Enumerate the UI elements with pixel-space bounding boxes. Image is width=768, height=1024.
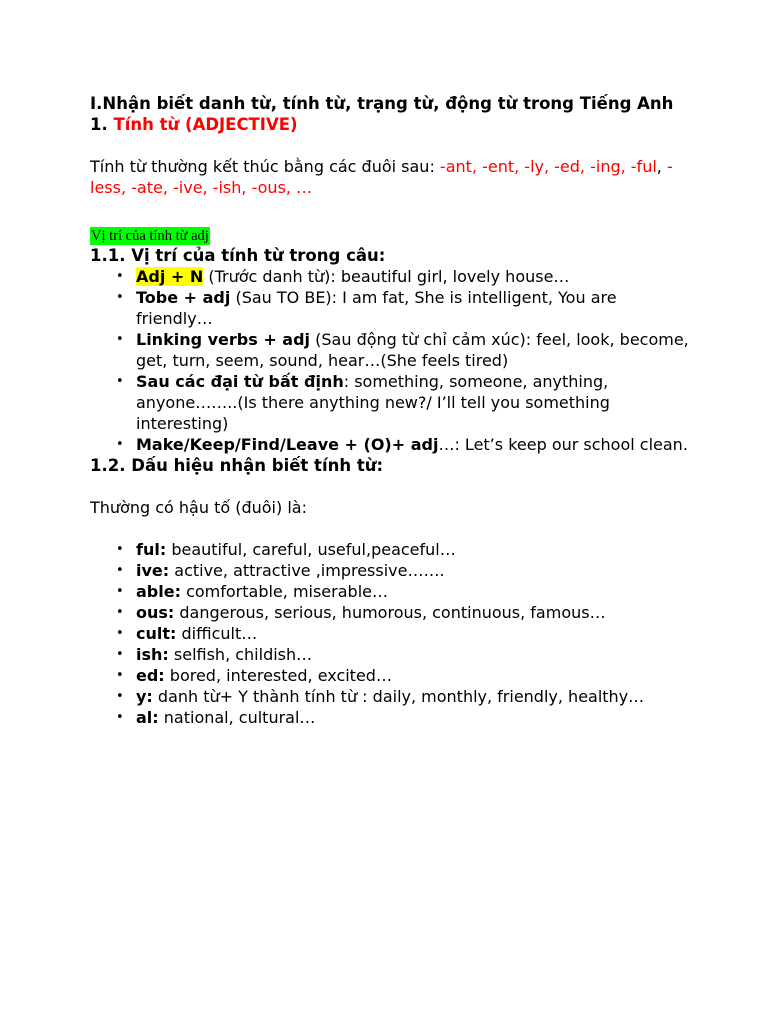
list-item-text: selfish, childish… bbox=[168, 645, 313, 664]
bullet-icon: • bbox=[116, 689, 124, 704]
list-item-text: (Trước danh từ): beautiful girl, lovely house… bbox=[203, 267, 570, 286]
list-item-key: ed: bbox=[136, 666, 165, 685]
document-body bbox=[90, 93, 690, 728]
page-title: I.Nhận biết danh từ, tính từ, trạng từ, động từ trong Tiếng Anh bbox=[90, 94, 674, 113]
bullet-icon: • bbox=[116, 668, 124, 683]
list-item-key: Make/Keep/Find/Leave + (O)+ adj bbox=[136, 435, 439, 454]
suffix-list bbox=[90, 539, 690, 728]
list-item bbox=[116, 287, 690, 329]
list-item-key: cult: bbox=[136, 624, 177, 643]
list-item-text: (Sau TO BE): I am fat, She is intelligent, You are friendly… bbox=[136, 288, 617, 328]
list-item-key: Adj + N bbox=[136, 267, 204, 286]
list-item bbox=[116, 665, 690, 686]
list-item-key: ive: bbox=[136, 561, 170, 580]
bullet-icon: • bbox=[116, 374, 124, 389]
list-item bbox=[116, 581, 690, 602]
list-item-text: : something, someone, anything, anyone……..(Is there anything new?/ I’ll tell you something interesting) bbox=[136, 372, 610, 433]
list-item bbox=[116, 266, 690, 287]
spacer bbox=[90, 518, 690, 539]
list-item-text: (Sau động từ chỉ cảm xúc): feel, look, become, get, turn, seem, sound, hear…(She feels tired) bbox=[136, 330, 689, 370]
list-item bbox=[116, 644, 690, 665]
intro-paragraph bbox=[90, 156, 690, 198]
bullet-icon: • bbox=[116, 626, 124, 641]
list-item-key: ous: bbox=[136, 603, 175, 622]
bullet-icon: • bbox=[116, 542, 124, 557]
bullet-icon: • bbox=[116, 269, 124, 284]
bullet-icon: • bbox=[116, 605, 124, 620]
bullet-icon: • bbox=[116, 437, 124, 452]
suffix-list-b: -less, -ate, -ive, -ish, -ous, … bbox=[90, 157, 673, 197]
list-item-key: Linking verbs + adj bbox=[136, 330, 311, 349]
bullet-icon: • bbox=[116, 332, 124, 347]
position-list bbox=[90, 266, 690, 455]
section-label: Tính từ (ADJECTIVE) bbox=[113, 115, 298, 134]
list-item bbox=[116, 539, 690, 560]
highlighted-note: Vị trí của tính từ adj bbox=[91, 228, 209, 244]
suffix-separator: , bbox=[656, 157, 667, 176]
bullet-icon: • bbox=[116, 563, 124, 578]
list-item-key: Tobe + adj bbox=[136, 288, 231, 307]
intro-text: Tính từ thường kết thúc bằng các đuôi sau: bbox=[90, 157, 440, 176]
list-item bbox=[116, 686, 690, 707]
list-item-text: national, cultural… bbox=[158, 708, 316, 727]
list-item bbox=[116, 371, 690, 434]
list-item-text: active, attractive ,impressive……. bbox=[169, 561, 445, 580]
subheading-signs: 1.2. Dấu hiệu nhận biết tính từ: bbox=[90, 456, 384, 475]
bullet-icon: • bbox=[116, 647, 124, 662]
bullet-icon: • bbox=[116, 290, 124, 305]
list-item bbox=[116, 434, 690, 455]
list-item-text: difficult… bbox=[176, 624, 258, 643]
section-heading-adjective bbox=[90, 114, 690, 135]
list-item-key: able: bbox=[136, 582, 181, 601]
list-item bbox=[116, 329, 690, 371]
list-item bbox=[116, 623, 690, 644]
list-item bbox=[116, 707, 690, 728]
suffix-list-a: -ant, -ent, -ly, -ed, -ing, -ful bbox=[439, 157, 657, 176]
section-number: 1. bbox=[90, 115, 108, 134]
list-item-key: ful: bbox=[136, 540, 167, 559]
list-item-key: al: bbox=[136, 708, 159, 727]
list-item-text: dangerous, serious, humorous, continuous, famous… bbox=[174, 603, 606, 622]
list-item-key: Sau các đại từ bất định bbox=[136, 372, 344, 391]
list-item-text: …: Let’s keep our school clean. bbox=[438, 435, 688, 454]
list-item bbox=[116, 602, 690, 623]
list-item-text: bored, interested, excited… bbox=[164, 666, 392, 685]
list-item-text: danh từ+ Y thành tính từ : daily, monthly, friendly, healthy… bbox=[152, 687, 645, 706]
bullet-icon: • bbox=[116, 584, 124, 599]
subheading-position: 1.1. Vị trí của tính từ trong câu: bbox=[90, 246, 386, 265]
list-item-key: y: bbox=[136, 687, 153, 706]
list-item bbox=[116, 560, 690, 581]
list-item-text: comfortable, miserable… bbox=[180, 582, 388, 601]
list-item-key: ish: bbox=[136, 645, 169, 664]
list-item-text: beautiful, careful, useful,peaceful… bbox=[166, 540, 456, 559]
suffix-intro: Thường có hậu tố (đuôi) là: bbox=[90, 498, 307, 517]
bullet-icon: • bbox=[116, 710, 124, 725]
